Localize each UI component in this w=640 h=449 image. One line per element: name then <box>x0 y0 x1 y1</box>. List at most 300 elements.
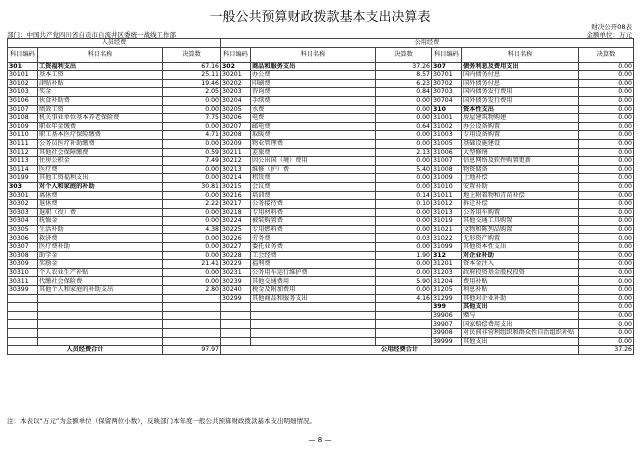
name-cell: 其他个人和家庭的补助支出 <box>38 286 163 295</box>
code-cell: 30399 <box>8 286 38 295</box>
name-cell <box>251 337 376 346</box>
amount-cell <box>376 320 432 329</box>
amount-cell: 0.00 <box>579 243 634 252</box>
name-cell: 国家赔偿费用支出 <box>462 320 579 329</box>
public-total-label: 公用经费合计 <box>221 346 579 355</box>
name-cell: 信息网络及软件购置更新 <box>462 157 579 166</box>
name-cell: 抚恤金 <box>38 217 163 226</box>
amount-cell: 4.71 <box>163 131 221 140</box>
name-cell: 因公出国（境）费用 <box>251 157 376 166</box>
amount-cell: 0.00 <box>163 96 221 105</box>
name-cell: 退职（役）费 <box>38 208 163 217</box>
amount-cell: 0.00 <box>579 260 634 269</box>
name-cell: 公务用车运行维护费 <box>251 268 376 277</box>
name-cell: 基础设施建设 <box>462 139 579 148</box>
name-cell <box>38 337 163 346</box>
code-cell: 307 <box>432 62 462 71</box>
name-cell <box>251 320 376 329</box>
table-row <box>8 114 634 123</box>
amount-cell: 0.00 <box>163 208 221 217</box>
table-row <box>8 96 634 105</box>
amount-cell: 0.00 <box>579 311 634 320</box>
code-cell: 31021 <box>432 225 462 234</box>
name-cell: 专用材料费 <box>251 208 376 217</box>
name-cell: 拆迁补偿 <box>462 200 579 209</box>
code-cell: 30106 <box>8 96 38 105</box>
amount-cell: 0.00 <box>376 243 432 252</box>
code-cell: 30304 <box>8 217 38 226</box>
amount-cell: 0.00 <box>579 303 634 312</box>
amount-cell: 0.10 <box>376 200 432 209</box>
report-title: 一般公共预算财政拨款基本支出决算表 <box>209 10 431 25</box>
code-cell <box>221 303 251 312</box>
code-cell: 30102 <box>8 79 38 88</box>
amount-cell: 0.00 <box>579 62 634 71</box>
table-row <box>8 277 634 286</box>
amount-cell: 0.00 <box>579 157 634 166</box>
name-cell: 资本金注入 <box>462 260 579 269</box>
amount-cell: 6.23 <box>376 79 432 88</box>
name-cell: 电费 <box>251 114 376 123</box>
table-row <box>8 165 634 174</box>
code-cell: 30307 <box>8 243 38 252</box>
name-cell: 地上附着物和青苗补偿 <box>462 191 579 200</box>
code-cell: 30702 <box>432 79 462 88</box>
amount-cell: 0.00 <box>376 217 432 226</box>
name-cell: 大型修缮 <box>462 148 579 157</box>
table-row <box>8 329 634 338</box>
code-header: 科目编码 <box>432 47 462 62</box>
code-cell: 30240 <box>221 286 251 295</box>
amount-cell: 0.84 <box>376 88 432 97</box>
code-cell: 31019 <box>432 217 462 226</box>
code-cell: 30108 <box>8 114 38 123</box>
code-cell: 310 <box>432 105 462 114</box>
name-cell: 其他交通工具购置 <box>462 217 579 226</box>
amount-cell: 0.00 <box>579 268 634 277</box>
amount-cell: 25.11 <box>163 71 221 80</box>
department-label: 部门：中国共产党四川省自贡市自流井区委统一战线工作部 <box>7 31 176 39</box>
table-row <box>8 217 634 226</box>
amount-cell: 0.00 <box>579 139 634 148</box>
name-cell: 对民间非营利组织和群众性自治组织补贴 <box>462 329 579 338</box>
name-cell: 商品和服务支出 <box>251 62 376 71</box>
name-cell: 救济费 <box>38 234 163 243</box>
name-cell: 租赁费 <box>251 174 376 183</box>
amount-cell: 0.00 <box>579 131 634 140</box>
code-cell: 30305 <box>8 225 38 234</box>
amount-cell: 21.41 <box>163 260 221 269</box>
table-row <box>8 303 634 312</box>
amount-cell: 0.59 <box>163 148 221 157</box>
amount-header: 决算数 <box>579 47 634 62</box>
amount-cell: 0.00 <box>579 105 634 114</box>
amount-cell: 0.00 <box>579 320 634 329</box>
table-row <box>8 174 634 183</box>
code-cell: 30202 <box>221 79 251 88</box>
table-row <box>8 71 634 80</box>
table-row <box>8 62 634 71</box>
amount-cell: 1.90 <box>376 251 432 260</box>
name-cell: 机关事业单位基本养老保险费 <box>38 114 163 123</box>
name-cell: 房屋建筑物购建 <box>462 114 579 123</box>
code-cell: 30112 <box>8 148 38 157</box>
amount-cell: 0.14 <box>376 191 432 200</box>
code-cell: 31022 <box>432 234 462 243</box>
amount-cell: 0.00 <box>163 243 221 252</box>
name-cell: 公务员医疗补助缴费 <box>38 139 163 148</box>
name-cell: 离休费 <box>38 191 163 200</box>
table-row <box>8 286 634 295</box>
table-row <box>8 105 634 114</box>
amount-cell: 0.00 <box>376 182 432 191</box>
amount-cell <box>163 303 221 312</box>
code-cell: 30302 <box>8 200 38 209</box>
table-row <box>8 200 634 209</box>
code-cell: 30227 <box>221 243 251 252</box>
amount-cell: 0.00 <box>376 174 432 183</box>
name-header: 科目名称 <box>251 47 376 62</box>
code-cell <box>221 320 251 329</box>
amount-cell: 0.00 <box>376 260 432 269</box>
amount-cell: 0.00 <box>376 286 432 295</box>
amount-header: 决算数 <box>163 47 221 62</box>
amount-cell: 0.00 <box>579 277 634 286</box>
name-cell: 奖金 <box>38 88 163 97</box>
code-cell: 30113 <box>8 157 38 166</box>
amount-cell: 0.00 <box>163 122 221 131</box>
code-cell: 30229 <box>221 260 251 269</box>
amount-cell: 0.00 <box>163 105 221 114</box>
personnel-total-label: 人员经费合计 <box>8 346 163 355</box>
table-row <box>8 260 634 269</box>
name-cell: 职工基本医疗保险缴费 <box>38 131 163 140</box>
name-cell: 债务利息及费用支出 <box>462 62 579 71</box>
amount-cell: 0.00 <box>163 217 221 226</box>
amount-cell: 7.75 <box>163 114 221 123</box>
footnote: 注：本表以“万元”为金额单位（保留两位小数），反映部门本年度一般公共预算财政拨款基本支出明细情况。 <box>7 417 316 425</box>
code-cell: 31011 <box>432 191 462 200</box>
code-cell: 31005 <box>432 139 462 148</box>
amount-cell: 0.00 <box>579 200 634 209</box>
name-cell: 国外债务付息 <box>462 79 579 88</box>
name-cell: 个人农业生产补贴 <box>38 268 163 277</box>
code-cell: 31008 <box>432 165 462 174</box>
name-cell: 维修（护）费 <box>251 165 376 174</box>
code-cell: 39908 <box>432 329 462 338</box>
code-cell: 30207 <box>221 122 251 131</box>
personnel-header: 人员经费 <box>8 39 221 48</box>
amount-cell: 8.57 <box>376 71 432 80</box>
name-cell: 物资储备 <box>462 165 579 174</box>
name-cell: 伙食补助费 <box>38 96 163 105</box>
code-cell: 30218 <box>221 208 251 217</box>
amount-cell: 0.00 <box>163 191 221 200</box>
code-cell: 31012 <box>432 200 462 209</box>
code-cell: 31003 <box>432 131 462 140</box>
table-row <box>8 320 634 329</box>
code-cell: 30107 <box>8 105 38 114</box>
code-cell <box>8 294 38 303</box>
code-cell: 30226 <box>221 234 251 243</box>
name-cell: 印刷费 <box>251 79 376 88</box>
code-cell: 30310 <box>8 268 38 277</box>
amount-cell: 0.00 <box>579 217 634 226</box>
code-cell: 39906 <box>432 311 462 320</box>
code-cell: 30208 <box>221 131 251 140</box>
code-cell: 30109 <box>8 122 38 131</box>
code-cell: 30204 <box>221 96 251 105</box>
name-cell: 公务接待费 <box>251 200 376 209</box>
personnel-total-value: 97.97 <box>163 346 221 355</box>
table-row <box>8 294 634 303</box>
code-cell: 301 <box>8 62 38 71</box>
amount-cell: 0.00 <box>376 225 432 234</box>
code-cell: 31013 <box>432 208 462 217</box>
name-cell: 福利费 <box>251 260 376 269</box>
name-cell: 资本性支出 <box>462 105 579 114</box>
code-cell: 312 <box>432 251 462 260</box>
name-cell: 费用补贴 <box>462 277 579 286</box>
code-cell: 30231 <box>221 268 251 277</box>
amount-cell: 0.00 <box>376 139 432 148</box>
page-number: — 8 — <box>308 436 332 444</box>
name-cell <box>38 311 163 320</box>
table-row <box>8 139 634 148</box>
name-cell <box>251 329 376 338</box>
amount-cell: 5.90 <box>376 277 432 286</box>
name-cell: 利息补贴 <box>462 286 579 295</box>
name-cell <box>38 320 163 329</box>
table-row <box>8 337 634 346</box>
code-cell: 399 <box>432 303 462 312</box>
amount-cell: 0.00 <box>376 268 432 277</box>
expenditure-table <box>7 38 634 355</box>
code-cell: 31002 <box>432 122 462 131</box>
code-header: 科目编码 <box>8 47 38 62</box>
amount-cell: 19.46 <box>163 79 221 88</box>
name-cell: 对企业补助 <box>462 251 579 260</box>
code-cell: 30213 <box>221 165 251 174</box>
code-cell: 30203 <box>221 88 251 97</box>
name-cell <box>251 311 376 320</box>
code-cell: 30703 <box>432 88 462 97</box>
code-cell: 30209 <box>221 139 251 148</box>
name-cell: 国内债务发行费用 <box>462 88 579 97</box>
code-cell <box>221 311 251 320</box>
name-cell: 邮电费 <box>251 122 376 131</box>
code-cell: 30216 <box>221 191 251 200</box>
amount-cell: 0.00 <box>376 105 432 114</box>
amount-cell: 0.00 <box>163 174 221 183</box>
name-cell: 其他交通费用 <box>251 277 376 286</box>
name-cell: 国内债务付息 <box>462 71 579 80</box>
name-cell: 退休费 <box>38 200 163 209</box>
code-cell: 31010 <box>432 182 462 191</box>
code-cell: 31205 <box>432 286 462 295</box>
amount-cell <box>376 303 432 312</box>
table-row <box>8 251 634 260</box>
name-cell: 津贴补贴 <box>38 79 163 88</box>
amount-cell: 2.13 <box>376 148 432 157</box>
name-cell: 水费 <box>251 105 376 114</box>
amount-cell: 0.00 <box>579 286 634 295</box>
code-cell: 30201 <box>221 71 251 80</box>
amount-cell: 67.16 <box>163 62 221 71</box>
code-cell: 31203 <box>432 268 462 277</box>
name-cell: 委托业务费 <box>251 243 376 252</box>
name-cell: 生活补助 <box>38 225 163 234</box>
name-cell: 会议费 <box>251 182 376 191</box>
name-cell: 取暖费 <box>251 131 376 140</box>
code-cell: 30211 <box>221 148 251 157</box>
code-cell: 31001 <box>432 114 462 123</box>
name-cell: 公务用车购置 <box>462 208 579 217</box>
amount-cell: 0.00 <box>376 208 432 217</box>
amount-cell: 0.00 <box>579 122 634 131</box>
code-cell <box>8 320 38 329</box>
name-cell <box>251 303 376 312</box>
name-cell: 差旅费 <box>251 148 376 157</box>
code-header: 科目编码 <box>221 47 251 62</box>
amount-cell: 0.00 <box>579 96 634 105</box>
amount-cell: 0.00 <box>579 114 634 123</box>
amount-cell: 5.40 <box>376 165 432 174</box>
table-row <box>8 208 634 217</box>
name-cell: 无形资产购置 <box>462 234 579 243</box>
code-cell: 30239 <box>221 277 251 286</box>
code-cell: 30309 <box>8 260 38 269</box>
amount-cell: 0.00 <box>579 71 634 80</box>
amount-cell: 37.26 <box>376 62 432 71</box>
public-total-value: 37.26 <box>579 346 634 355</box>
amount-cell: 0.00 <box>579 182 634 191</box>
amount-cell: 0.00 <box>579 191 634 200</box>
code-cell: 31006 <box>432 148 462 157</box>
name-cell: 办公费 <box>251 71 376 80</box>
amount-cell: 2.80 <box>163 286 221 295</box>
name-cell: 咨询费 <box>251 88 376 97</box>
unit-label: 金额单位：万元 <box>586 31 632 39</box>
code-cell: 30306 <box>8 234 38 243</box>
code-cell: 30225 <box>221 225 251 234</box>
code-cell <box>8 329 38 338</box>
code-cell <box>8 311 38 320</box>
name-cell: 政府投资基金股权投资 <box>462 268 579 277</box>
code-cell: 31299 <box>432 294 462 303</box>
amount-cell <box>163 320 221 329</box>
code-cell: 30214 <box>221 174 251 183</box>
table-row <box>8 225 634 234</box>
name-cell: 其他支出 <box>462 337 579 346</box>
amount-cell: 0.00 <box>163 251 221 260</box>
name-cell: 工会经费 <box>251 251 376 260</box>
name-cell: 赠与 <box>462 311 579 320</box>
name-cell: 其他社会保障缴费 <box>38 148 163 157</box>
amount-cell: 0.00 <box>376 96 432 105</box>
amount-cell <box>163 311 221 320</box>
amount-cell: 0.00 <box>579 337 634 346</box>
amount-cell: 0.00 <box>376 157 432 166</box>
code-cell: 30299 <box>221 294 251 303</box>
code-cell: 30212 <box>221 157 251 166</box>
amount-cell: 0.00 <box>163 277 221 286</box>
name-cell: 其他支出 <box>462 303 579 312</box>
code-cell: 31009 <box>432 174 462 183</box>
code-cell <box>8 303 38 312</box>
name-cell: 住房公积金 <box>38 157 163 166</box>
amount-cell <box>163 329 221 338</box>
name-cell: 培训费 <box>251 191 376 200</box>
name-cell: 其他资本性支出 <box>462 243 579 252</box>
amount-cell: 0.00 <box>376 114 432 123</box>
name-cell: 税金及附加费用 <box>251 286 376 295</box>
name-cell: 土地补偿 <box>462 174 579 183</box>
name-cell: 文物和陈列品购置 <box>462 225 579 234</box>
amount-cell <box>376 311 432 320</box>
name-cell: 被装购置费 <box>251 217 376 226</box>
amount-cell: 0.00 <box>579 79 634 88</box>
code-cell: 30217 <box>221 200 251 209</box>
name-cell: 其他工资福利支出 <box>38 174 163 183</box>
amount-header: 决算数 <box>376 47 432 62</box>
amount-cell <box>376 337 432 346</box>
amount-cell: 0.00 <box>163 268 221 277</box>
amount-cell: 0.00 <box>163 234 221 243</box>
code-cell: 303 <box>8 182 38 191</box>
code-cell: 30224 <box>221 217 251 226</box>
name-cell: 助学金 <box>38 251 163 260</box>
table-row <box>8 79 634 88</box>
code-cell: 39999 <box>432 337 462 346</box>
code-cell: 31201 <box>432 260 462 269</box>
amount-cell: 0.00 <box>579 165 634 174</box>
table-row <box>8 182 634 191</box>
amount-cell: 0.00 <box>579 234 634 243</box>
amount-cell: 0.00 <box>579 174 634 183</box>
code-cell: 30103 <box>8 88 38 97</box>
code-cell: 30111 <box>8 139 38 148</box>
name-cell: 专用设备购置 <box>462 131 579 140</box>
table-row <box>8 131 634 140</box>
amount-cell: 0.00 <box>579 294 634 303</box>
code-cell: 30308 <box>8 251 38 260</box>
code-cell: 30303 <box>8 208 38 217</box>
amount-cell: 0.00 <box>376 131 432 140</box>
name-cell <box>38 329 163 338</box>
name-header: 科目名称 <box>38 47 163 62</box>
name-cell: 代缴社会保险费 <box>38 277 163 286</box>
name-cell: 其他商品和服务支出 <box>251 294 376 303</box>
code-cell: 30701 <box>432 71 462 80</box>
amount-cell <box>376 329 432 338</box>
name-cell <box>38 303 163 312</box>
code-cell: 30215 <box>221 182 251 191</box>
name-cell: 绩效工资 <box>38 105 163 114</box>
code-cell: 30110 <box>8 131 38 140</box>
amount-cell: 2.22 <box>163 200 221 209</box>
code-cell <box>8 337 38 346</box>
amount-cell: 0.00 <box>579 225 634 234</box>
name-cell: 医疗费补助 <box>38 243 163 252</box>
name-cell: 物业管理费 <box>251 139 376 148</box>
code-cell: 30206 <box>221 114 251 123</box>
table-row <box>8 148 634 157</box>
table-row <box>8 243 634 252</box>
name-cell: 工资福利支出 <box>38 62 163 71</box>
amount-cell: 4.38 <box>163 225 221 234</box>
code-cell: 30301 <box>8 191 38 200</box>
